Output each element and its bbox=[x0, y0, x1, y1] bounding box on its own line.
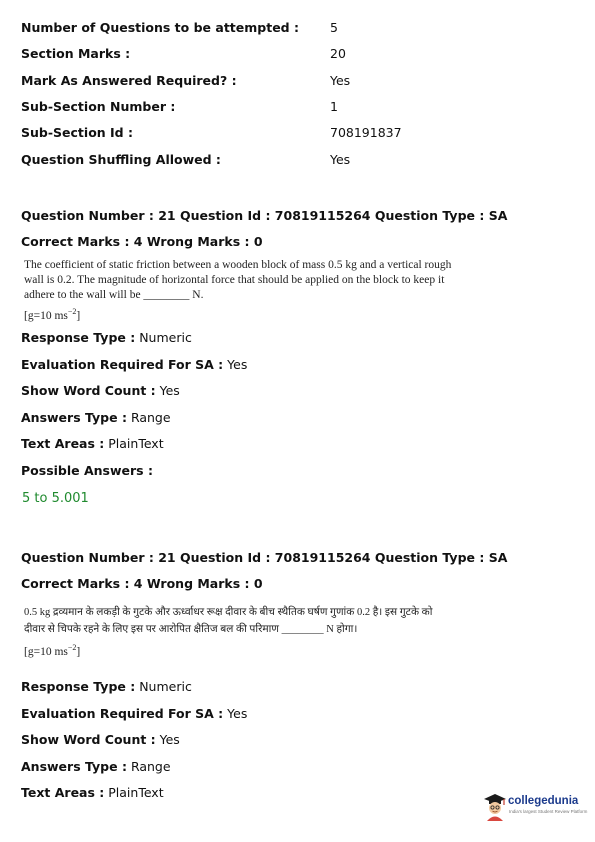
show-word-count bbox=[21, 383, 180, 399]
meta-label-question-shuffling: Question Shuffling Allowed : bbox=[21, 152, 221, 167]
response-type-value: Numeric bbox=[135, 679, 192, 694]
gravity-exponent: −2 bbox=[67, 307, 77, 316]
question-text-line: 0.5 kg द्रव्यमान के लकड़ी के गुटके और ऊर्ध्वाधर रूक्ष दीवार के बीच स्थैतिक घर्षण गुणांक 0.2 है। इस गुटके को bbox=[24, 607, 433, 618]
meta-value-questions-to-attempt: 5 bbox=[330, 20, 338, 35]
text-areas bbox=[21, 785, 164, 801]
meta-label-section-marks: Section Marks : bbox=[21, 46, 131, 61]
meta-value-section-marks: 20 bbox=[330, 46, 346, 61]
word-count-label: Show Word Count : bbox=[21, 383, 156, 398]
meta-value-sub-section-id: 708191837 bbox=[330, 125, 402, 140]
possible-answers-label: Possible Answers : bbox=[21, 463, 153, 478]
response-type bbox=[21, 330, 192, 346]
question-text-line: adhere to the wall will be ________ N. bbox=[24, 289, 204, 301]
meta-value-mark-as-answered: Yes bbox=[330, 73, 351, 88]
answers-type bbox=[21, 410, 171, 426]
text-areas-label: Text Areas : bbox=[21, 436, 105, 451]
evaluation-value: Yes bbox=[223, 357, 248, 372]
gravity-close: ] bbox=[76, 309, 81, 322]
student-mascot-icon bbox=[482, 792, 508, 822]
question-text bbox=[24, 604, 474, 661]
meta-value-sub-section-number: 1 bbox=[330, 99, 338, 114]
evaluation-required bbox=[21, 357, 247, 373]
evaluation-value: Yes bbox=[223, 706, 248, 721]
question-header: Question Number : 21 Question Id : 70819115264 Question Type : SA bbox=[21, 550, 508, 565]
response-type-value: Numeric bbox=[135, 330, 192, 345]
meta-label-sub-section-number: Sub-Section Number : bbox=[21, 99, 176, 114]
answers-type-value: Range bbox=[126, 410, 171, 425]
collegedunia-logo bbox=[482, 792, 588, 822]
question-text-line: दीवार से चिपके रहने के लिए इस पर आरोपित क्षैतिज बल की परिमाण ________ N होगा। bbox=[24, 624, 358, 635]
meta-label-questions-to-attempt: Number of Questions to be attempted : bbox=[21, 20, 299, 35]
response-type-label: Response Type : bbox=[21, 330, 136, 345]
response-type-label: Response Type : bbox=[21, 679, 136, 694]
text-areas-label: Text Areas : bbox=[21, 785, 105, 800]
word-count-value: Yes bbox=[155, 383, 180, 398]
evaluation-label: Evaluation Required For SA : bbox=[21, 357, 224, 372]
gravity-exponent: −2 bbox=[67, 643, 77, 652]
question-marks: Correct Marks : 4 Wrong Marks : 0 bbox=[21, 234, 263, 249]
response-type bbox=[21, 679, 192, 695]
question-header: Question Number : 21 Question Id : 70819115264 Question Type : SA bbox=[21, 208, 508, 223]
meta-label-mark-as-answered: Mark As Answered Required? : bbox=[21, 73, 237, 88]
text-areas-value: PlainText bbox=[104, 785, 164, 800]
evaluation-label: Evaluation Required For SA : bbox=[21, 706, 224, 721]
word-count-value: Yes bbox=[155, 732, 180, 747]
evaluation-required bbox=[21, 706, 247, 722]
text-areas-value: PlainText bbox=[104, 436, 164, 451]
gravity-close: ] bbox=[76, 645, 81, 658]
word-count-label: Show Word Count : bbox=[21, 732, 156, 747]
answers-type-label: Answers Type : bbox=[21, 410, 127, 425]
answers-type-value: Range bbox=[126, 759, 171, 774]
text-areas bbox=[21, 436, 164, 452]
gravity-note bbox=[24, 304, 464, 324]
question-text-line: The coefficient of static friction between a wooden block of mass 0.5 kg and a vertical rough bbox=[24, 259, 452, 271]
logo-tagline: India's largest Student Review Platform bbox=[509, 809, 588, 814]
gravity-value: [g=10 ms bbox=[24, 645, 68, 658]
meta-label-sub-section-id: Sub-Section Id : bbox=[21, 125, 133, 140]
answers-type bbox=[21, 759, 171, 775]
question-marks: Correct Marks : 4 Wrong Marks : 0 bbox=[21, 576, 263, 591]
question-text-line: wall is 0.2. The magnitude of horizontal force that should be applied on the block to keep it bbox=[24, 274, 445, 286]
meta-value-question-shuffling: Yes bbox=[330, 152, 351, 167]
question-text bbox=[24, 258, 464, 324]
logo-wordmark: collegedunia bbox=[508, 795, 579, 807]
possible-answer: 5 to 5.001 bbox=[22, 491, 89, 506]
answers-type-label: Answers Type : bbox=[21, 759, 127, 774]
gravity-value: [g=10 ms bbox=[24, 309, 68, 322]
gravity-note bbox=[24, 639, 474, 661]
show-word-count bbox=[21, 732, 180, 748]
